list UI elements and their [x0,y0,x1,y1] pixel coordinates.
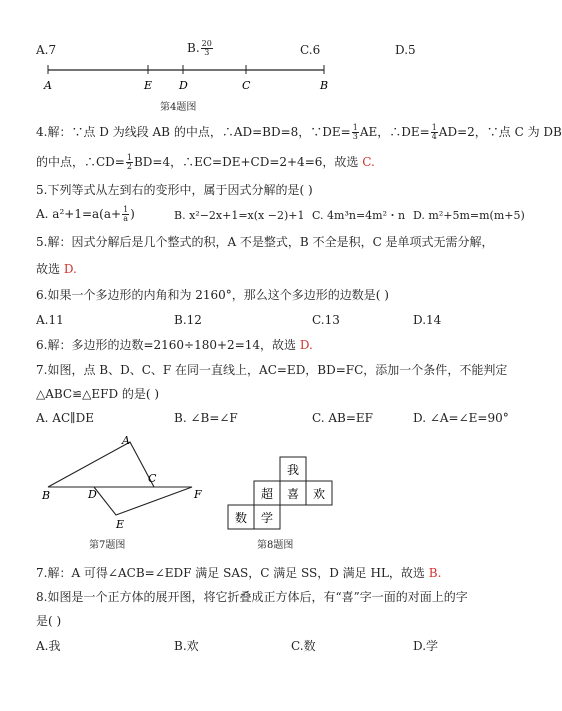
fig7-label-e: E [116,518,125,531]
question-8-stem-line-1: 8.如图是一个正方体的展开图，将它折叠成正方体后，有“喜”字一面的对面上的字 [36,590,468,604]
solution-7-answer: B. [428,566,442,580]
solution-6: 6.解：多边形的边数=2160÷180+2=14，故选 D. [36,338,313,352]
question-5-stem: 5.下列等式从左到右的变形中，属于因式分解的是( ) [36,183,313,197]
net-cell-xue: 学 [260,511,274,525]
q8-option-b: B.欢 [174,639,199,653]
question-8-stem-line-2: 是( ) [36,614,62,628]
fig7-label-d: D [88,488,97,501]
fig7-label-c: C [148,472,157,485]
question-7-stem-line-1: 7.如图，点 B、D、C、F 在同一直线上，AC=ED，BD=FC，添加一个条件，不能判定 [36,363,508,377]
solution-5-answer: D. [63,262,77,276]
fig7-label-a: A [122,434,130,447]
q7-option-c: C. AB=EF [312,411,374,425]
point-e-label: E [144,79,153,92]
figure-4-segment [36,62,336,96]
q6-option-b: B.12 [174,313,202,327]
q4-option-c: C.6 [300,43,321,57]
solution-7: 7.解：A 可得∠ACB=∠EDF 满足 SAS，C 满足 SS，D 满足 HL，故选 B. [36,566,442,580]
solution-4-answer: C. [362,155,375,169]
q5-option-c: C. 4m³n=4m²・n [312,209,406,222]
q8-option-d: D.学 [413,639,439,653]
q8-option-a: A.我 [36,639,61,653]
fig7-label-f: F [194,488,202,501]
q5-option-a: A. a²+1=a(a+ $\frac{1}{a}$ ) [36,205,135,223]
net-cell-chao: 超 [260,487,274,501]
q6-option-c: C.13 [312,313,340,327]
solution-5-line-2: 故选 D. [36,262,77,276]
q4-option-d: D.5 [395,43,416,57]
point-d-label: D [179,79,188,92]
q7-option-d: D. ∠A=∠E=90° [413,411,509,425]
figure-7-triangles [36,432,216,532]
figure-7-caption: 第7题图 [89,540,126,551]
figure-4-caption: 第4题图 [160,102,197,113]
solution-4-line-2: 的中点，∴CD= $\frac{1}{2}$ BD=4，∴EC=DE+CD=2+4=6，故选 C. [36,153,375,171]
q5-option-d: D. m²+5m=m(m+5) [413,209,525,222]
q6-option-a: A.11 [36,313,64,327]
solution-6-answer: D. [299,338,313,352]
q4-option-a: A.7 [36,43,57,57]
point-b-label: B [320,79,329,92]
q7-option-b: B. ∠B=∠F [174,411,238,425]
q8-option-c: C.数 [291,639,316,653]
point-a-label: A [44,79,52,92]
figure-8-caption: 第8题图 [257,540,294,551]
figure-8-cube-net [226,456,336,532]
fig7-label-b: B [42,489,51,502]
point-c-label: C [242,79,251,92]
solution-5-line-1: 5.解：因式分解后是几个整式的积，A 不是整式，B 不全是积，C 是单项式无需分解， [36,235,494,249]
q5-option-b: B. x²−2x+1=x(x −2)+1 [174,209,305,222]
net-cell-shu: 数 [234,511,248,525]
net-cell-huan: 欢 [312,487,326,501]
question-7-stem-line-2: △ABC≌△EFD 的是( ) [36,387,160,401]
net-cell-xi: 喜 [286,487,300,501]
solution-4-line-1: 4.解：∵点 D 为线段 AB 的中点，∴AD=BD=8，∵DE= $\frac{1}{3}$ AE，∴DE= $\frac{1}{4}$ AD=2，∵点 C 为 DB [36,123,562,141]
question-6-stem: 6.如果一个多边形的内角和为 2160°，那么这个多边形的边数是( ) [36,288,389,302]
net-cell-wo: 我 [286,463,300,477]
q6-option-d: D.14 [413,313,442,327]
q7-option-a: A. AC∥DE [36,411,95,425]
q4-option-b: B. $\frac{20}{3}$ [187,39,212,57]
